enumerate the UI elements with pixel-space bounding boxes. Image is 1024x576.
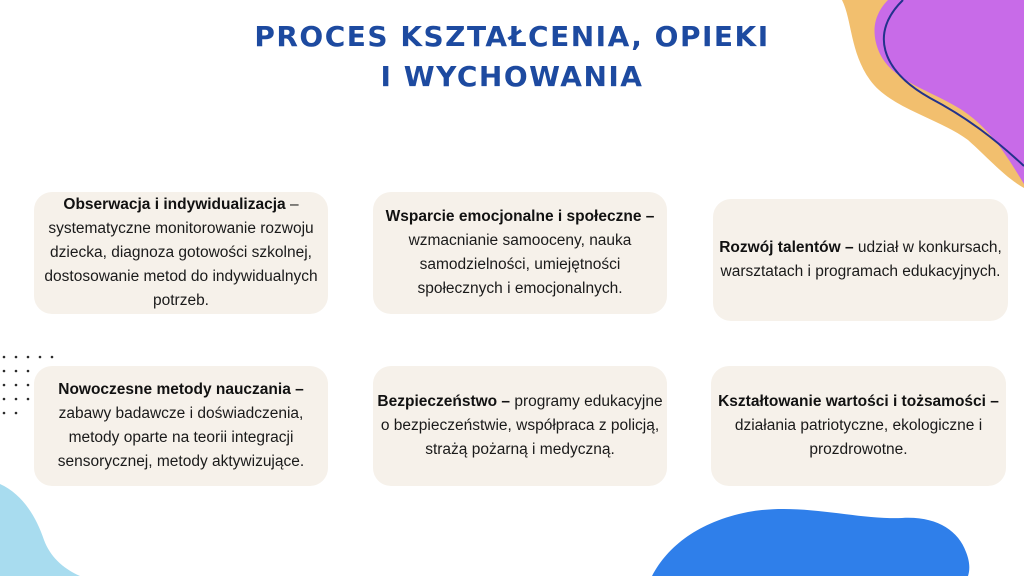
card-body: systematyczne monitorowanie rozwoju dziecka, diagnoza gotowości szkolnej, dostosowanie metod do indywidualnych potrzeb. bbox=[44, 220, 318, 309]
card-text bbox=[38, 193, 324, 313]
card-modern-teaching-methods bbox=[34, 366, 328, 486]
slide-title: PROCES KSZTAŁCENIA, OPIEKI bbox=[254, 20, 770, 53]
card-talent-development bbox=[713, 199, 1008, 321]
card-body: zabawy badawcze i doświadczenia, metody oparte na teorii integracji sensorycznej, metody aktywizujące. bbox=[57, 405, 305, 470]
card-emotional-social-support bbox=[373, 192, 667, 314]
card-text bbox=[715, 390, 1002, 462]
card-body: udział w konkursach, warsztatach i programach edukacyjnych. bbox=[720, 239, 1002, 280]
card-text bbox=[377, 205, 663, 301]
card-body: programy edukacyjne o bezpieczeństwie, współpraca z policją, strażą pożarną i medyczną. bbox=[380, 393, 663, 458]
card-text bbox=[38, 378, 324, 474]
card-body: wzmacnianie samooceny, nauka samodzielności, umiejętności społecznych i emocjonalnych. bbox=[408, 232, 632, 297]
card-values-identity bbox=[711, 366, 1006, 486]
light-blue-blob bbox=[0, 484, 80, 576]
card-heading: Obserwacja i indywidualizacja bbox=[63, 196, 286, 213]
card-heading: Kształtowanie wartości i tożsamości – bbox=[718, 393, 999, 410]
card-heading: Rozwój talentów – bbox=[719, 239, 854, 256]
card-observation-individualization bbox=[34, 192, 328, 314]
card-separator: – bbox=[285, 196, 299, 213]
card-body: działania patriotyczne, ekologiczne i prozdrowotne. bbox=[734, 417, 983, 458]
card-heading: Bezpieczeństwo – bbox=[377, 393, 511, 410]
card-safety bbox=[373, 366, 667, 486]
card-heading: Wsparcie emocjonalne i społeczne – bbox=[385, 208, 655, 225]
card-heading: Nowoczesne metody nauczania – bbox=[58, 381, 304, 398]
slide-title-line-2: I WYCHOWANIA bbox=[380, 60, 644, 93]
card-text bbox=[717, 236, 1004, 284]
blue-blob bbox=[652, 509, 969, 576]
card-text bbox=[377, 390, 663, 462]
